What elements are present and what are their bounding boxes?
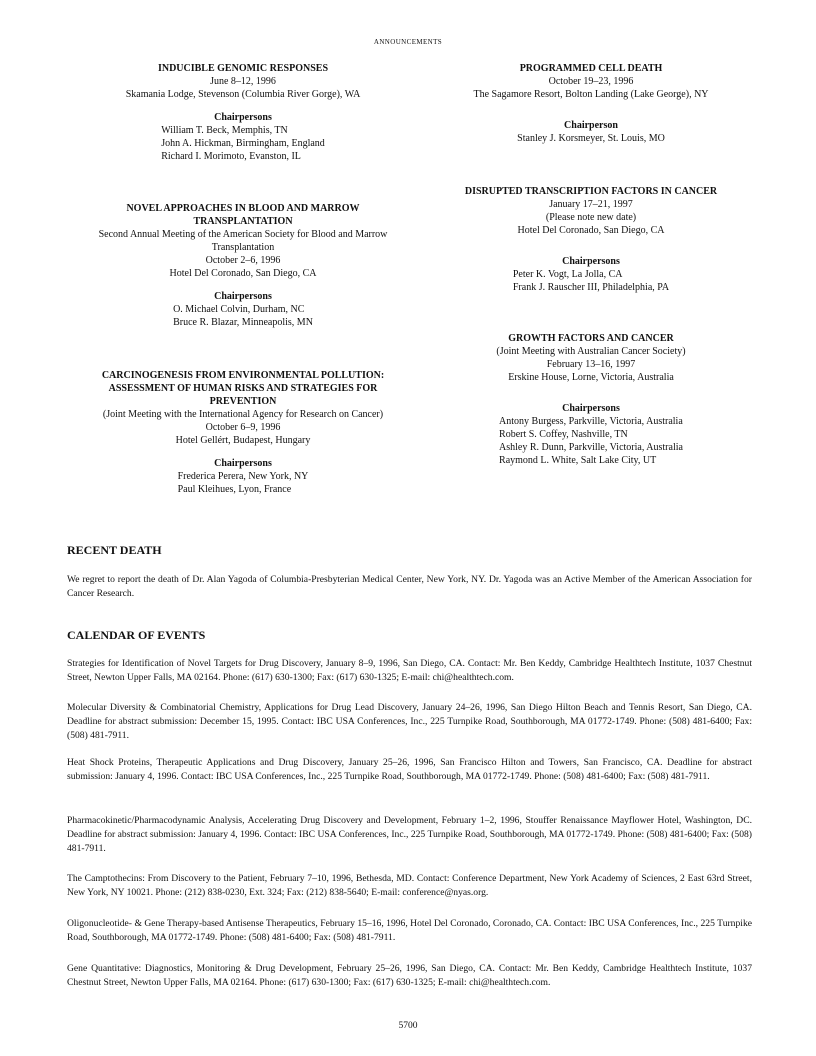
- announcement-detail: Hotel Del Coronado, San Diego, CA: [169, 268, 317, 279]
- announcement-detail: The Sagamore Resort, Bolton Landing (Lake George), NY: [473, 89, 709, 100]
- announcements-left-column: [78, 62, 408, 496]
- calendar-event: Gene Quantitative: Diagnostics, Monitoring & Drug Development, February 25–26, 1996, San Diego, CA. Contact: Mr. Ben Keddy, Cambridge Healthtech Institute, 1037 Chestnut Street, Newton Upper Falls, MA 02164. Phone: (617) 630-1300; Fax: (617) 630-1325; E-mail: chi@healthtech.com.: [67, 963, 752, 988]
- announcement: [78, 369, 408, 496]
- chair-person: Raymond L. White, Salt Lake City, UT: [499, 455, 657, 466]
- announcement-detail: October 2–6, 1996: [205, 255, 281, 266]
- announcement-detail: June 8–12, 1996: [210, 76, 276, 87]
- announcements-right-column: [426, 62, 756, 467]
- chair-heading: Chairpersons: [214, 112, 272, 123]
- announcement-detail: (Please note new date): [545, 212, 637, 223]
- announcement: [426, 62, 756, 145]
- chair-person: Ashley R. Dunn, Parkville, Victoria, Australia: [499, 442, 683, 453]
- announcement-title: ASSESSMENT OF HUMAN RISKS AND STRATEGIES FOR: [108, 383, 378, 394]
- chair-person: Bruce R. Blazar, Minneapolis, MN: [173, 317, 313, 328]
- calendar-event: Heat Shock Proteins, Therapeutic Applications and Drug Discovery, January 25–26, 1996, San Francisco Hilton and Towers, San Francisco, CA. Deadline for abstract submission: January 4, 1996. Contact: IBC USA Conferences, Inc., 225 Turnpike Road, Southborough, MA 01772-1749. Phone: (508) 481-6400; Fax: (508) 481-7911.: [67, 757, 752, 782]
- recent-death-heading: RECENT DEATH: [67, 543, 162, 557]
- chair-person: Richard I. Morimoto, Evanston, IL: [161, 151, 301, 162]
- chair-person: O. Michael Colvin, Durham, NC: [173, 304, 305, 315]
- announcement-detail: Erskine House, Lorne, Victoria, Australia: [508, 372, 674, 383]
- calendar-heading: CALENDAR OF EVENTS: [67, 628, 206, 642]
- recent-death-text: We regret to report the death of Dr. Alan Yagoda of Columbia-Presbyterian Medical Center, New York, NY. Dr. Yagoda was an Active Member of the American Association for Cancer Research.: [67, 574, 752, 599]
- announcement-title: DISRUPTED TRANSCRIPTION FACTORS IN CANCER: [464, 186, 718, 197]
- announcement-title: CARCINOGENESIS FROM ENVIRONMENTAL POLLUTION:: [101, 370, 385, 381]
- announcement-title: INDUCIBLE GENOMIC RESPONSES: [157, 63, 329, 74]
- announcement: [426, 332, 756, 467]
- calendar-event: Oligonucleotide- & Gene Therapy-based Antisense Therapeutics, February 15–16, 1996, Hotel Del Coronado, Coronado, CA. Contact: IBC USA Conferences, Inc., 225 Turnpike Road, Southborough, MA 01772-1749. Phone: (508) 481-6400; Fax: (508) 481-7911.: [67, 918, 752, 943]
- announcement-detail: January 17–21, 1997: [549, 199, 633, 210]
- chair-person: Antony Burgess, Parkville, Victoria, Australia: [499, 416, 683, 427]
- chair-heading: Chairperson: [564, 120, 618, 131]
- calendar-event: Pharmacokinetic/Pharmacodynamic Analysis, Accelerating Drug Discovery and Development, February 1–2, 1996, Stouffer Renaissance Mayflower Hotel, Washington, DC. Deadline for abstract submission: January 4, 1996. Contact: IBC USA Conferences, Inc., 225 Turnpike Road, Southborough, MA 01772-1749. Phone: (508) 481-6400; Fax: (508) 481-7911.: [67, 815, 752, 854]
- page-number: 5700: [398, 1021, 418, 1031]
- chair-person: Stanley J. Korsmeyer, St. Louis, MO: [517, 133, 665, 144]
- chair-list: [178, 470, 309, 496]
- announcement-title: TRANSPLANTATION: [193, 216, 293, 227]
- chair-list: [513, 268, 669, 294]
- chair-list: [499, 415, 683, 467]
- chair-person: William T. Beck, Memphis, TN: [161, 125, 288, 136]
- calendar-event: Molecular Diversity & Combinatorial Chemistry, Applications for Drug Lead Discovery, January 24–26, 1996, San Diego Hilton Beach and Tennis Resort, San Diego, CA. Deadline for abstract submission: December 15, 1995. Contact: IBC USA Conferences, Inc., 225 Turnpike Road, Southborough, MA 01772-1749. Phone: (508) 481-6400; Fax: (508) 481-7911.: [67, 702, 752, 741]
- announcement-detail: October 19–23, 1996: [548, 76, 634, 87]
- chair-person: Peter K. Vogt, La Jolla, CA: [512, 269, 623, 280]
- chair-list: [517, 132, 665, 145]
- announcement: [78, 62, 408, 163]
- announcement-detail: Hotel Gellért, Budapest, Hungary: [175, 435, 311, 446]
- announcement-title: PROGRAMMED CELL DEATH: [519, 63, 663, 74]
- announcement-title: PREVENTION: [209, 396, 277, 407]
- announcement-detail: Second Annual Meeting of the American Society for Blood and Marrow: [98, 229, 388, 240]
- chair-list: [161, 124, 325, 163]
- chair-heading: Chairpersons: [214, 291, 272, 302]
- announcement-title: NOVEL APPROACHES IN BLOOD AND MARROW: [126, 203, 360, 214]
- calendar-event: The Camptothecins: From Discovery to the Patient, February 7–10, 1996, Bethesda, MD. Contact: Conference Department, New York Academy of Sciences, 2 East 63rd Street, New York, NY 10021. Phone: (212) 838-0230, Ext. 324; Fax: (212) 838-5640; E-mail: conference@nyas.org.: [67, 873, 752, 898]
- announcement-detail: (Joint Meeting with the International Agency for Research on Cancer): [102, 409, 384, 420]
- announcement-title: GROWTH FACTORS AND CANCER: [508, 333, 674, 344]
- chair-heading: Chairpersons: [562, 403, 620, 414]
- announcement-detail: (Joint Meeting with Australian Cancer Society): [496, 346, 686, 357]
- chair-heading: Chairpersons: [214, 458, 272, 469]
- announcement-detail: Skamania Lodge, Stevenson (Columbia River Gorge), WA: [125, 89, 361, 100]
- chair-person: Frank J. Rauscher III, Philadelphia, PA: [512, 282, 670, 293]
- running-head: ANNOUNCEMENTS: [373, 38, 443, 46]
- chair-person: Robert S. Coffey, Nashville, TN: [499, 429, 628, 440]
- calendar-event: Strategies for Identification of Novel Targets for Drug Discovery, January 8–9, 1996, San Diego, CA. Contact: Mr. Ben Keddy, Cambridge Healthtech Institute, 1037 Chestnut Street, Newton Upper Falls, MA 02164. Phone: (617) 630-1300; Fax: (617) 630-1325; E-mail: chi@healthtech.com.: [67, 658, 752, 683]
- announcement-detail: October 6–9, 1996: [205, 422, 281, 433]
- announcement-detail: February 13–16, 1997: [546, 359, 636, 370]
- announcement-detail: Hotel Del Coronado, San Diego, CA: [517, 225, 665, 236]
- chair-person: Paul Kleihues, Lyon, France: [177, 484, 292, 495]
- announcement: [426, 185, 756, 294]
- chair-list: [173, 303, 313, 329]
- chair-heading: Chairpersons: [562, 256, 620, 267]
- announcement-detail: Transplantation: [211, 242, 275, 253]
- chair-person: Frederica Perera, New York, NY: [177, 471, 309, 482]
- announcement: [78, 202, 408, 329]
- chair-person: John A. Hickman, Birmingham, England: [161, 138, 325, 149]
